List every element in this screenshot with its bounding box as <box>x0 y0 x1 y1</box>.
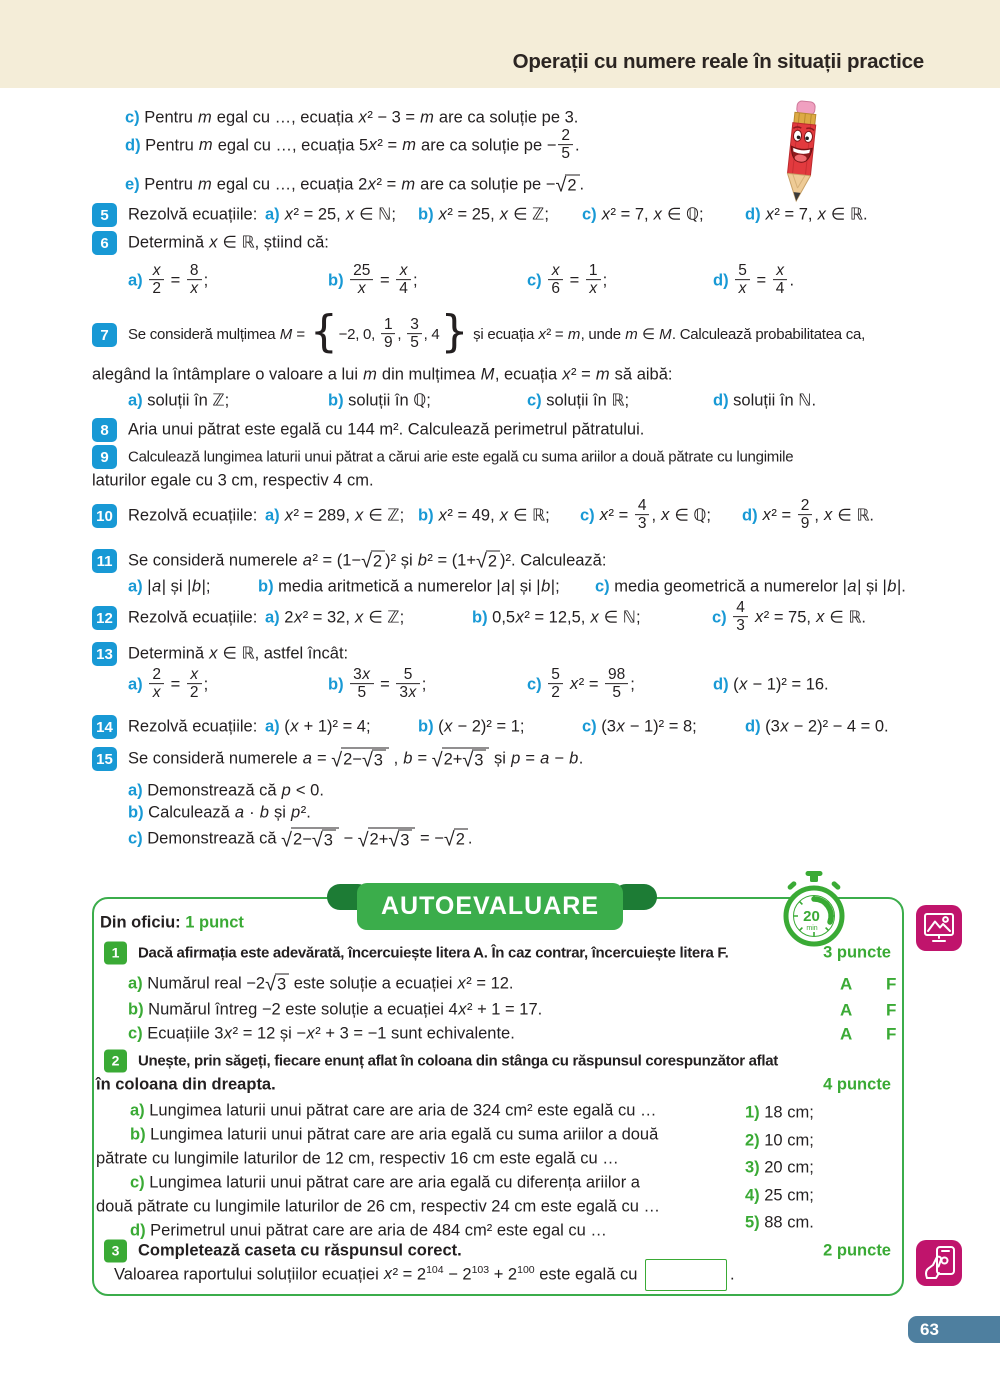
touch-device-icon <box>916 1240 962 1286</box>
answer-choice-A[interactable]: A <box>840 1000 853 1020</box>
item-letter: d) <box>713 675 729 694</box>
item-letter: b) <box>418 717 434 736</box>
answer-input-box[interactable] <box>645 1259 727 1291</box>
item-number-badge: 1 <box>104 942 127 965</box>
item-letter: b) <box>258 577 274 596</box>
item-letter: d) <box>713 271 729 290</box>
exercise-5: 5 Rezolvă ecuațiile: a) x² = 25, x ∈ ℕ; b) x² = 25, x ∈ ℤ; c) x² = 7, x ∈ ℚ; d) x² = 7, x ∈ ℝ. <box>92 202 908 228</box>
fraction: $\frac{2}{9}$ <box>798 497 813 533</box>
match-right-2: 2) 10 cm; <box>745 1131 814 1150</box>
autoevaluare-content <box>94 0 905 1373</box>
points-label: 4 puncte <box>823 1075 891 1094</box>
exercise-9-line2: laturilor egale cu 3 cm, respectiv 4 cm. <box>92 471 374 490</box>
exercise-number-badge: 14 <box>92 715 117 739</box>
item-letter: b) <box>128 803 144 822</box>
match-left-b-line1: b) Lungimea laturii unui pătrat care are aria egală cu suma ariilor a două <box>130 1125 659 1144</box>
item-letter: c) <box>527 271 542 290</box>
item-letter: b) <box>328 271 344 290</box>
square-root: √ 2− √ 3 <box>281 828 339 851</box>
fraction: $\frac{3x}{5}$ <box>350 666 373 702</box>
exercise-6-row: a) $\frac{x}{2}$ = $\frac{8}{x}$ ; b) $\frac{25}{x}$ = $\frac{x}{4}$ ; c) $\frac{x}{6}$ = $\frac{1}{x}$ ; d) $\frac{5}{x}$ = $\frac{x}{4}$ . <box>128 262 795 298</box>
answer-choice-F[interactable]: F <box>886 1000 897 1020</box>
match-right-5: 5) 88 cm. <box>745 1213 814 1232</box>
exercise-number-badge: 8 <box>92 418 117 442</box>
item-letter: d) <box>125 136 141 155</box>
exercise-12: 12 Rezolvă ecuațiile: a) 2x² = 32, x ∈ ℤ; b) 0,5x² = 12,5, x ∈ ℕ; c) $\frac{4}{3}$ x² = 75, x ∈ ℝ. <box>92 592 908 644</box>
autoeval-item-2-header-line2 <box>94 1072 905 1098</box>
fraction: $\frac{25}{x}$ <box>350 262 373 298</box>
match-left-b-line2: pătrate cu lungimile laturilor de 12 cm, respectiv 16 cm este egală cu … <box>96 1149 619 1168</box>
autoevaluare-banner: AUTOEVALUARE <box>357 883 623 930</box>
item-letter: c) <box>582 717 597 736</box>
autoeval-item-1-header <box>94 940 905 966</box>
square-root: √ 2− √ 3 <box>331 748 389 771</box>
bold-text: Completează caseta cu răspunsul corect. <box>138 1241 462 1260</box>
autoeval-1b-row: b) Numărul întreg −2 este soluție a ecuației 4x² + 1 = 17. A F <box>94 996 905 1024</box>
item-letter: c) <box>595 577 610 596</box>
exercise-15b: b) Calculează a · b și p². <box>128 803 311 822</box>
item-letter: e) <box>125 175 140 194</box>
autoeval-1a-row: a) Numărul real −2 √ 3 este soluție a ecuației x² = 12. A F <box>94 970 905 998</box>
exercise-15c: c) Demonstrează că √ 2− √ 3 − √ 2+ √ 3 = − √ 2 . <box>128 828 473 852</box>
match-left-c-line2: două pătrate cu lungimile laturilor de 26 cm, respectiv 24 cm este egală cu … <box>96 1197 661 1216</box>
exercise-13-row: a) $\frac{2}{x}$ = $\frac{x}{2}$ ; b) $\frac{3x}{5}$ = $\frac{5}{3x}$ ; c) $\frac{5}{2}$ x² = $\frac{98}{5}$ ; d) (x − 1)² = 16. <box>128 666 829 702</box>
square-root: √ 2 <box>476 551 500 572</box>
item-letter: c) <box>128 829 143 848</box>
bold-text: Dacă afirmația este adevărată, încercuiește litera A. În caz contrar, încercuiește litera F. <box>138 944 729 962</box>
exercise-13-title: 13 Determină x ∈ ℝ, astfel încât: <box>92 641 908 667</box>
item-letter: a) <box>128 577 143 596</box>
close-brace: } <box>440 306 469 357</box>
fraction: $\frac{2}{5}$ <box>558 127 573 163</box>
item-letter: b) <box>472 608 488 627</box>
exercise-number-badge: 11 <box>92 549 117 573</box>
fraction: $\frac{x}{4}$ <box>396 262 411 298</box>
bold-text: în coloana din dreapta. <box>96 1075 276 1094</box>
item-letter: b) <box>418 205 434 224</box>
item-letter: c) <box>527 391 542 410</box>
fraction: $\frac{x}{6}$ <box>548 262 563 298</box>
match-left-c-line1: c) Lungimea laturii unui pătrat care are aria egală cu diferența ariilor a <box>130 1173 640 1192</box>
exercise-7-line1: 7 Se consideră mulțimea M = {−2, 0, $\frac{1}{9}$ , $\frac{3}{5}$ , 4} și ecuația x² = m, unde m ∈ M. Calculează probabilitatea ca, <box>92 308 908 362</box>
answer-choice-F[interactable]: F <box>886 974 897 994</box>
exercise-number-badge: 12 <box>92 606 117 630</box>
item-letter: d) <box>713 391 729 410</box>
exercise-7-row: a) soluții în ℤ; b) soluții în ℚ; c) soluții în ℝ; d) soluții în ℕ. <box>128 391 817 410</box>
exercise-9-line1: 9 Calculează lungimea laturii unui pătrat a cărui arie este egală cu suma ariilor a două pătrate cu lungimile <box>92 444 908 470</box>
autoeval-1c-row: c) Ecuațiile 3x² = 12 și −x² + 3 = −1 sunt echivalente. A F <box>94 1020 905 1048</box>
fraction: $\frac{1}{x}$ <box>586 262 601 298</box>
exercise-11-title: 11 Se consideră numerele a² = (1− √ 2 )² și b² = (1+ √ 2 )². Calculează: <box>92 546 908 576</box>
item-letter: b) <box>128 1000 144 1019</box>
item-letter: b) <box>130 1125 146 1144</box>
answer-choice-F[interactable]: F <box>886 1024 897 1044</box>
square-root: √ 2 <box>555 175 579 196</box>
item-letter: c) <box>527 675 542 694</box>
item-letter: a) <box>128 271 143 290</box>
square-root: √ 3 <box>388 830 412 851</box>
fraction: $\frac{5}{2}$ <box>548 666 563 702</box>
item-letter: a) <box>128 781 143 800</box>
exercise-10: 10 Rezolvă ecuațiile: a) x² = 289, x ∈ ℤ; b) x² = 49, x ∈ ℝ; c) x² = $\frac{4}{3}$ , x ∈ ℚ; d) x² = $\frac{2}{9}$ , x ∈ ℝ. <box>92 488 908 544</box>
square-root: √ 3 <box>362 750 386 771</box>
green-text: 1 punct <box>185 913 244 932</box>
exercise-number-badge: 7 <box>92 323 117 347</box>
fraction: $\frac{5}{x}$ <box>735 262 750 298</box>
exercise-number-badge: 9 <box>92 445 117 469</box>
item-letter: 1) <box>745 1103 760 1122</box>
item-letter: a) <box>265 608 280 627</box>
fraction: $\frac{x}{2}$ <box>149 262 164 298</box>
item-letter: 5) <box>745 1213 760 1232</box>
item-letter: a) <box>265 506 280 525</box>
page-number: 63 <box>920 1320 939 1339</box>
item-letter: c) <box>125 108 140 127</box>
item-c-line: c) Pentru m egal cu …, ecuația x² − 3 = m are ca soluție pe 3. <box>125 108 579 127</box>
square-root: √ 2 <box>444 829 468 850</box>
item-letter: c) <box>582 205 597 224</box>
page-number-bar <box>908 1316 1000 1343</box>
item-letter: c) <box>712 608 727 627</box>
fraction: $\frac{8}{x}$ <box>187 262 202 298</box>
match-left-a: a) Lungimea laturii unui pătrat care are aria de 324 cm² este egală cu … <box>130 1101 657 1120</box>
exercise-number-badge: 15 <box>92 747 117 771</box>
answer-choice-A[interactable]: A <box>840 1024 853 1044</box>
timer-minutes-value: 20 <box>803 908 820 925</box>
item-letter: 2) <box>745 1131 760 1150</box>
square-root: √ 2+ √ 3 <box>432 748 490 771</box>
bold-text: Din oficiu: <box>100 913 186 932</box>
item-letter: a) <box>128 391 143 410</box>
square-root: √ 3 <box>462 750 486 771</box>
item-letter: d) <box>130 1221 146 1240</box>
item-letter: d) <box>742 506 758 525</box>
exercise-number-badge: 6 <box>92 231 117 255</box>
fraction: $\frac{2}{x}$ <box>149 666 164 702</box>
exercise-15a: a) Demonstrează că p < 0. <box>128 781 324 800</box>
square-root: √ 2 <box>361 551 385 572</box>
item-letter: b) <box>418 506 434 525</box>
monitor-picture-icon <box>916 905 962 951</box>
exercise-14: 14 Rezolvă ecuațiile: a) (x + 1)² = 4; b) (x − 2)² = 1; c) (3x − 1)² = 8; d) (3x − 2)² − 4 = 0. <box>92 714 908 740</box>
item-number-badge: 3 <box>104 1240 127 1263</box>
square-root: √ 2+ √ 3 <box>358 828 416 851</box>
item-letter: b) <box>328 391 344 410</box>
open-brace: { <box>309 306 338 357</box>
match-left-d: d) Perimetrul unui pătrat care are aria de 484 cm² este egal cu … <box>130 1221 607 1240</box>
item-letter: a) <box>128 675 143 694</box>
item-letter: a) <box>265 205 280 224</box>
item-letter: c) <box>128 1024 143 1043</box>
item-e-line: e) Pentru m egal cu …, ecuația 2x² = m are ca soluție pe − √ 2 . <box>125 174 585 197</box>
fraction: $\frac{3}{5}$ <box>407 316 421 352</box>
exercise-8: 8 Aria unui pătrat este egală cu 144 m². Calculează perimetrul pătratului. <box>92 417 908 443</box>
fraction: $\frac{x}{4}$ <box>773 262 788 298</box>
fraction: $\frac{1}{9}$ <box>381 316 395 352</box>
match-right-1: 1) 18 cm; <box>745 1103 814 1122</box>
match-right-3: 3) 20 cm; <box>745 1158 814 1177</box>
item-letter: c) <box>580 506 595 525</box>
exercise-number-badge: 5 <box>92 203 117 227</box>
match-right-4: 4) 25 cm; <box>745 1186 814 1205</box>
square-root: √ 3 <box>312 830 336 851</box>
exercise-number-badge: 10 <box>92 504 117 528</box>
item-letter: a) <box>265 717 280 736</box>
exercise-6-title: 6 Determină x ∈ ℝ, știind că: <box>92 230 908 256</box>
item-letter: d) <box>745 717 761 736</box>
exercise-number-badge: 13 <box>92 642 117 666</box>
item-d-line: d) Pentru m egal cu …, ecuația 5x² = m are ca soluție pe − $\frac{2}{5}$ . <box>125 127 580 163</box>
item-letter: d) <box>745 205 761 224</box>
item-number-badge: 2 <box>104 1050 127 1073</box>
fraction: $\frac{98}{5}$ <box>605 666 628 702</box>
item-letter: 3) <box>745 1158 760 1177</box>
item-letter: b) <box>328 675 344 694</box>
square-root: √ 3 <box>265 974 289 995</box>
din-oficiu-line <box>94 910 905 936</box>
item-letter: a) <box>128 974 143 993</box>
exercise-11-row: a) |a| și |b|; b) media aritmetică a numerelor |a| și |b|; c) media geometrică a numerelor |a| și |b|. <box>128 577 906 596</box>
item-letter: a) <box>130 1101 145 1120</box>
bold-text: Unește, prin săgeți, fiecare enunț aflat în coloana din stânga cu răspunsul corespunzător aflat <box>138 1052 778 1070</box>
item-letter: c) <box>130 1173 145 1192</box>
timer-minutes-unit: min <box>806 925 818 932</box>
fraction: $\frac{5}{3x}$ <box>396 666 419 702</box>
answer-choice-A[interactable]: A <box>840 974 853 994</box>
chapter-title: Operații cu numere reale în situații practice <box>512 50 924 73</box>
points-label: 2 puncte <box>823 1241 891 1260</box>
exercise-7-line2: alegând la întâmplare o valoare a lui m din mulțimea M, ecuația x² = m să aibă: <box>92 365 673 384</box>
autoeval-item-3-line: Valoarea raportului soluțiilor ecuației $x^2 = 2^{104} - 2^{103} + 2^{100}$ este egală cu . <box>94 1258 905 1292</box>
fraction: $\frac{4}{3}$ <box>733 599 748 635</box>
autoeval-item-2-header-line1 <box>94 1048 905 1074</box>
exercise-15-title: 15 Se consideră numerele a = √ 2− √ 3 , b = √ 2+ √ 3 și p = a − b. <box>92 742 908 776</box>
points-label: 3 puncte <box>823 943 891 962</box>
fraction: $\frac{x}{2}$ <box>187 666 202 702</box>
fraction: $\frac{4}{3}$ <box>635 497 650 533</box>
item-letter: 4) <box>745 1186 760 1205</box>
